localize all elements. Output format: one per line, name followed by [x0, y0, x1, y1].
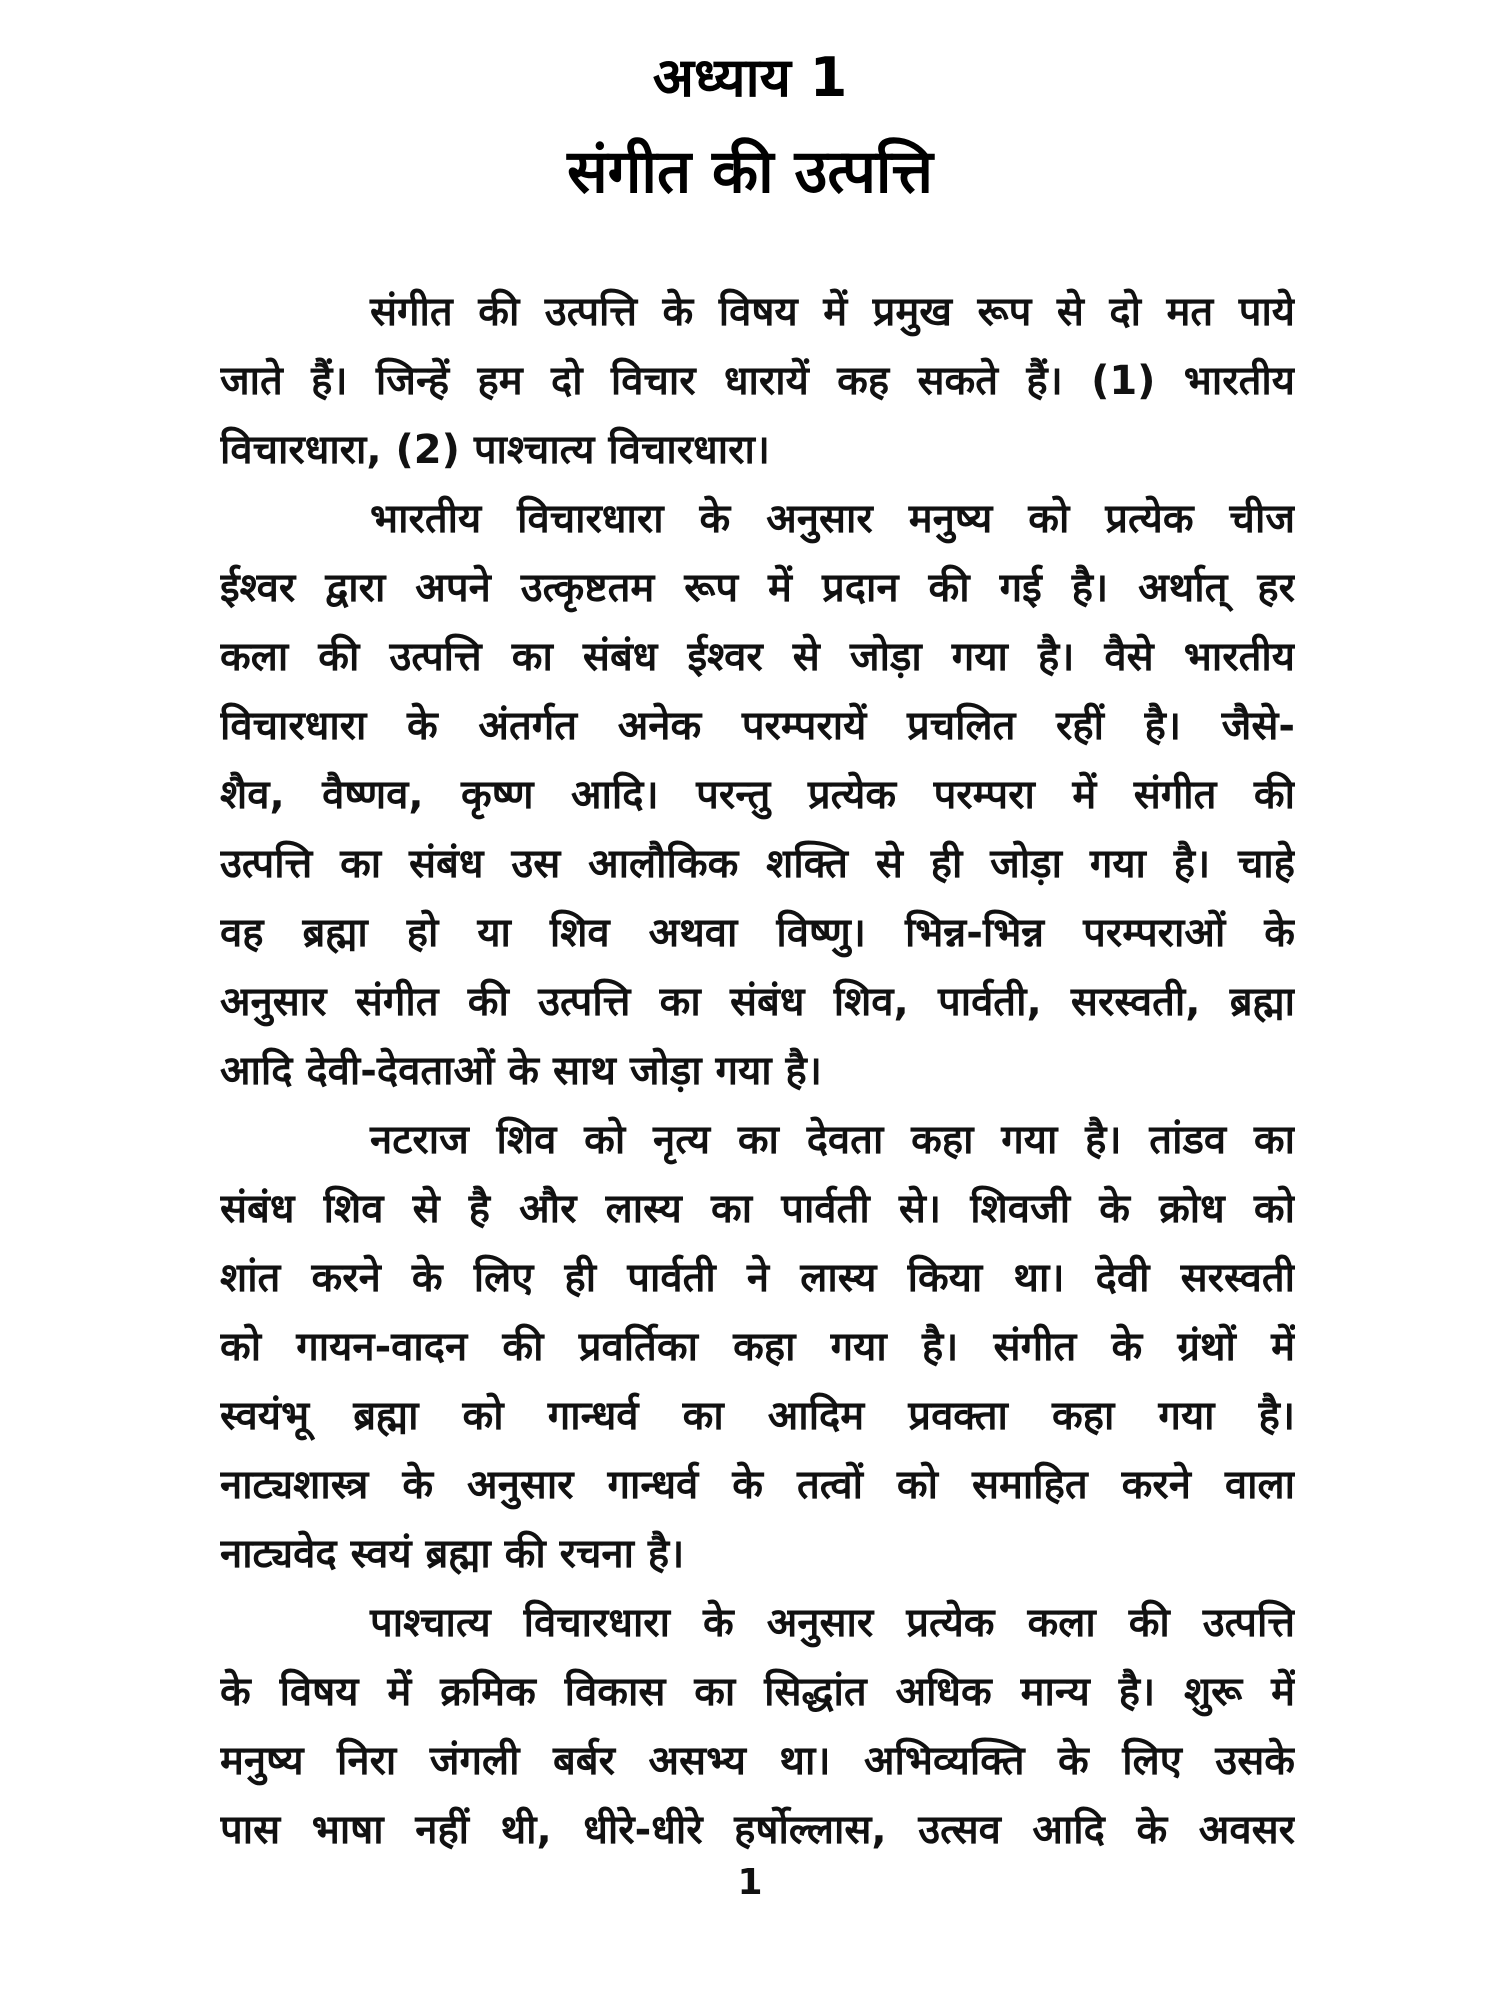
paragraph: [220, 1589, 1295, 1865]
text-line: आदि देवी-देवताओं के साथ जोड़ा गया है।: [220, 1048, 822, 1094]
text-line: उत्पत्ति का संबंध उस आलौकिक शक्ति से ही जोड़ा गया है। चाहे: [220, 841, 1295, 887]
chapter-number: अध्याय 1: [652, 46, 848, 109]
text-line: नाट्यवेद स्वयं ब्रह्मा की रचना है।: [220, 1531, 685, 1577]
paragraph: [220, 278, 1295, 485]
text-line: के विषय में क्रमिक विकास का सिद्धांत अधिक मान्य है। शुरू में: [220, 1669, 1295, 1715]
text-line: कला की उत्पत्ति का संबंध ईश्वर से जोड़ा गया है। वैसे भारतीय: [220, 634, 1295, 680]
text-line: विचारधारा के अंतर्गत अनेक परम्परायें प्रचलित रहीं है। जैसे-: [220, 703, 1295, 749]
text-line: पाश्चात्य विचारधारा के अनुसार प्रत्येक कला की उत्पत्ति: [370, 1600, 1295, 1646]
text-line: नटराज शिव को नृत्य का देवता कहा गया है। तांडव का: [370, 1117, 1295, 1163]
text-line: शैव, वैष्णव, कृष्ण आदि। परन्तु प्रत्येक परम्परा में संगीत की: [220, 772, 1295, 818]
text-line: नाट्यशास्त्र के अनुसार गान्धर्व के तत्वों को समाहित करने वाला: [220, 1462, 1295, 1508]
text-line: को गायन-वादन की प्रवर्तिका कहा गया है। संगीत के ग्रंथों में: [220, 1324, 1295, 1370]
text-line: शांत करने के लिए ही पार्वती ने लास्य किया था। देवी सरस्वती: [220, 1255, 1295, 1301]
text-line: भारतीय विचारधारा के अनुसार मनुष्य को प्रत्येक चीज: [370, 496, 1295, 542]
text-line: मनुष्य निरा जंगली बर्बर असभ्य था। अभिव्यक्ति के लिए उसके: [220, 1738, 1295, 1784]
page-number: 1: [737, 1862, 763, 1903]
text-line: संगीत की उत्पत्ति के विषय में प्रमुख रूप से दो मत पाये: [370, 289, 1295, 335]
body-text: [220, 278, 1295, 1865]
text-line: स्वयंभू ब्रह्मा को गान्धर्व का आदिम प्रवक्ता कहा गया है।: [220, 1393, 1295, 1439]
text-line: ईश्वर द्वारा अपने उत्कृष्टतम रूप में प्रदान की गई है। अर्थात् हर: [220, 565, 1295, 611]
text-line: जाते हैं। जिन्हें हम दो विचार धारायें कह सकते हैं। (1) भारतीय: [220, 358, 1295, 404]
paragraph: [220, 1106, 1295, 1589]
text-line: संबंध शिव से है और लास्य का पार्वती से। शिवजी के क्रोध को: [220, 1186, 1295, 1232]
paragraph: [220, 485, 1295, 1106]
text-line: वह ब्रह्मा हो या शिव अथवा विष्णु। भिन्न-भिन्न परम्पराओं के: [220, 910, 1295, 956]
chapter-title: संगीत की उत्पत्ति: [567, 137, 933, 207]
text-line: पास भाषा नहीं थी, धीरे-धीरे हर्षोल्लास, उत्सव आदि के अवसर: [220, 1807, 1295, 1853]
text-line: अनुसार संगीत की उत्पत्ति का संबंध शिव, पार्वती, सरस्वती, ब्रह्मा: [220, 979, 1295, 1025]
text-line: विचारधारा, (2) पाश्चात्य विचारधारा।: [220, 427, 770, 473]
